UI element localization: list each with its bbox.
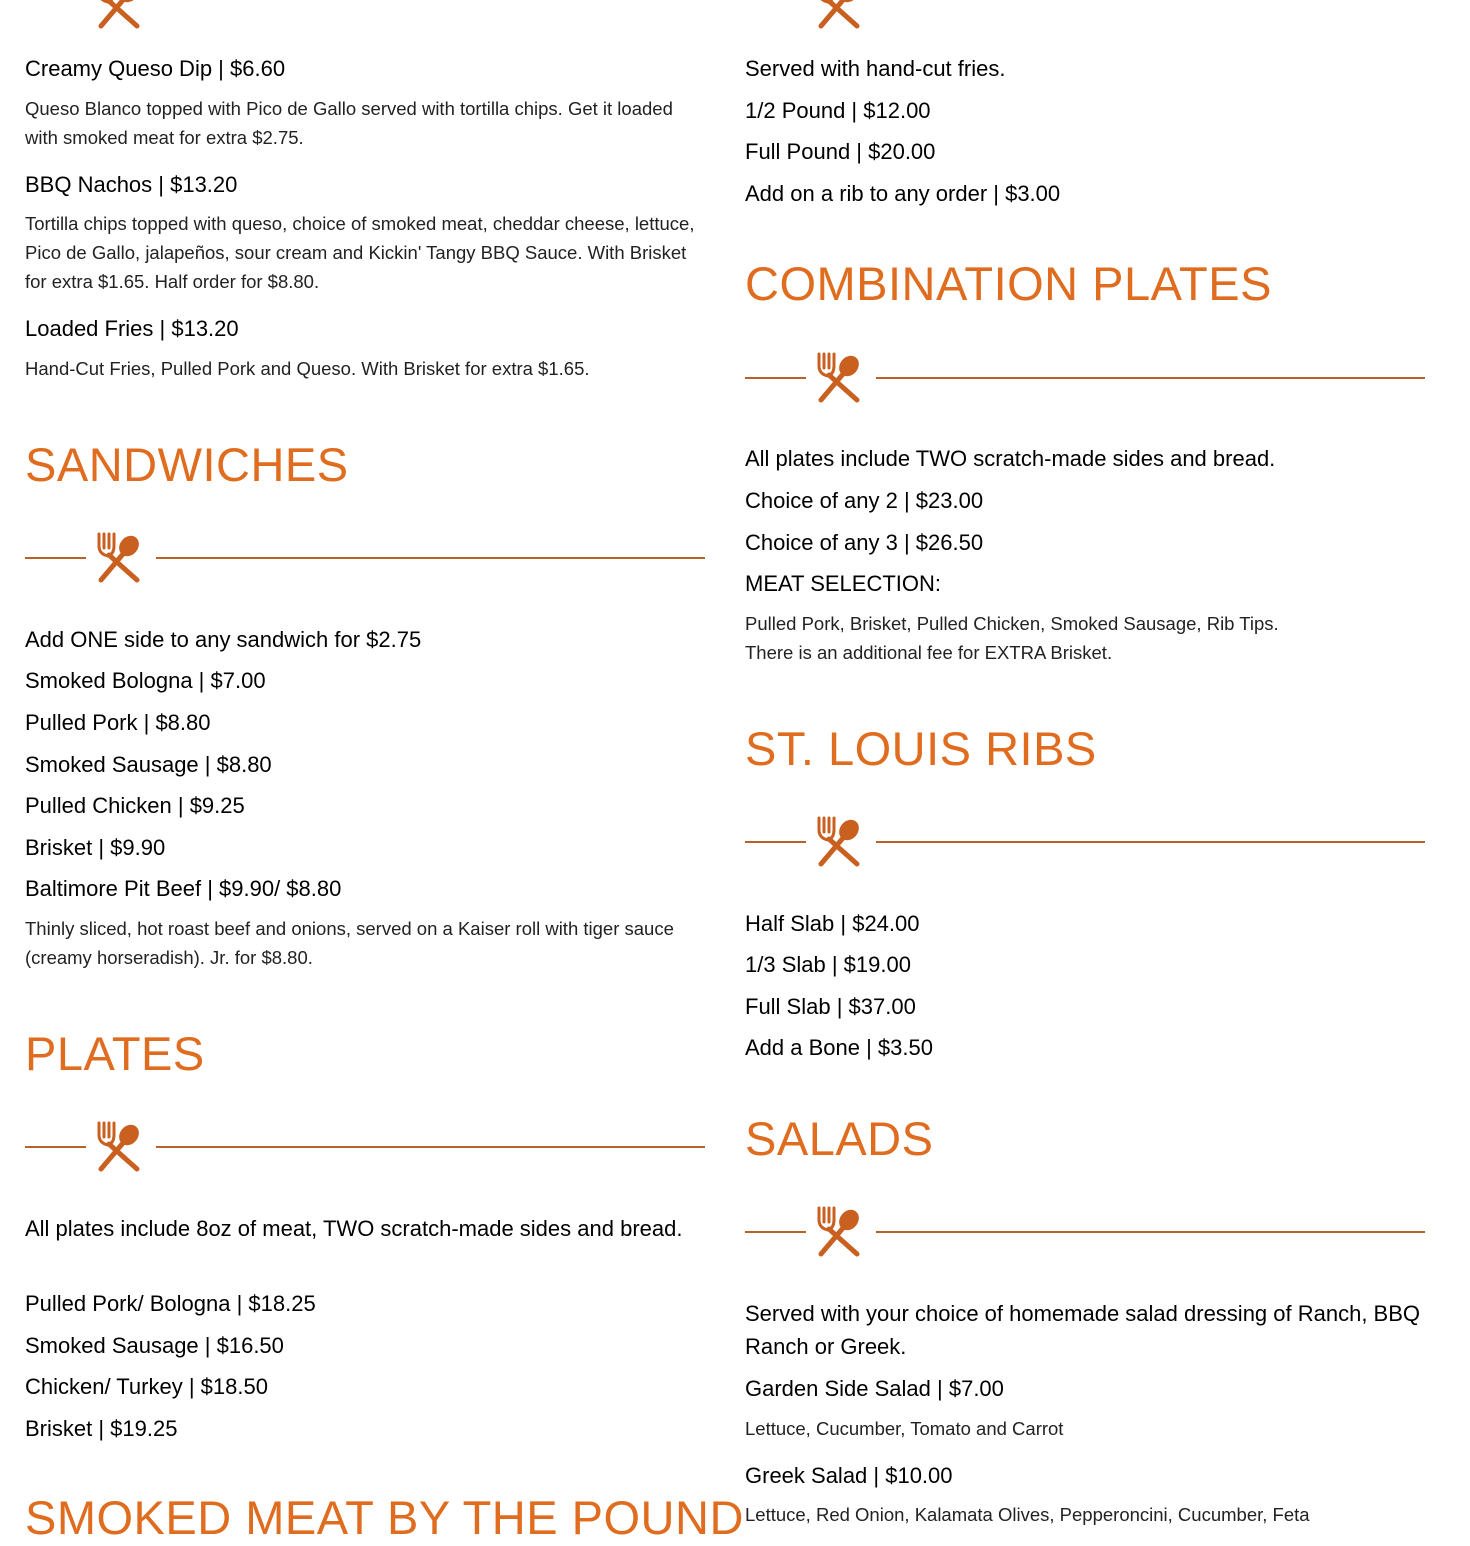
- fork-spoon-icon: [95, 1121, 145, 1173]
- fork-spoon-icon: [815, 816, 865, 868]
- menu-item: Loaded Fries | $13.20: [25, 316, 239, 341]
- menu-item: Smoked Bologna | $7.00: [25, 668, 266, 693]
- item-description: Queso Blanco topped with Pico de Gallo served with tortilla chips. Get it loaded with smoked meat for extra $2.75.: [25, 98, 673, 148]
- section-note: Served with your choice of homemade salad dressing of Ranch, BBQ Ranch or Greek.: [745, 1301, 1421, 1359]
- section-divider: [25, 532, 705, 584]
- section-note: All plates include 8oz of meat, TWO scratch-made sides and bread.: [25, 1216, 683, 1241]
- menu-item: Half Slab | $24.00: [745, 911, 920, 936]
- menu-item: Smoked Sausage | $16.50: [25, 1333, 284, 1358]
- section-divider: [745, 1206, 1425, 1258]
- menu-item: Choice of any 2 | $23.00: [745, 488, 984, 513]
- item-description: There is an additional fee for EXTRA Brisket.: [745, 642, 1113, 663]
- section-heading-salads: SALADS: [745, 1112, 934, 1165]
- menu-item: Brisket | $9.90: [25, 835, 166, 860]
- fork-spoon-icon: [815, 1206, 865, 1258]
- section-heading-sandwiches: SANDWICHES: [25, 438, 349, 491]
- menu-item: Brisket | $19.25: [25, 1416, 178, 1441]
- menu-item: Choice of any 3 | $26.50: [745, 530, 984, 555]
- item-description: Lettuce, Red Onion, Kalamata Olives, Pepperoncini, Cucumber, Feta: [745, 1504, 1310, 1525]
- section-heading-smoked-meat: SMOKED MEAT BY THE POUND: [25, 1491, 744, 1544]
- section-note: All plates include TWO scratch-made sides and bread.: [745, 446, 1276, 471]
- menu-item: Pulled Pork | $8.80: [25, 710, 211, 735]
- menu-item: BBQ Nachos | $13.20: [25, 172, 238, 197]
- menu-item: Pulled Chicken | $9.25: [25, 793, 245, 818]
- section-divider: [745, 352, 1425, 404]
- menu-item: 1/2 Pound | $12.00: [745, 98, 931, 123]
- fork-spoon-icon: [95, 0, 145, 30]
- item-description: Lettuce, Cucumber, Tomato and Carrot: [745, 1418, 1064, 1439]
- menu-item: Pulled Pork/ Bologna | $18.25: [25, 1291, 316, 1316]
- item-description: Tortilla chips topped with queso, choice of smoked meat, cheddar cheese, lettuce, Pico de Gallo, jalapeños, sour cream and Kickin' Tangy BBQ Sauce. With Brisket for extra $1.65. Half order for $8.80.: [25, 213, 695, 292]
- menu-item: Baltimore Pit Beef | $9.90/ $8.80: [25, 876, 342, 901]
- menu-item: Add a Bone | $3.50: [745, 1035, 933, 1060]
- section-heading-combination-plates: COMBINATION PLATES: [745, 257, 1272, 310]
- fork-spoon-icon: [95, 532, 145, 584]
- menu-item: Chicken/ Turkey | $18.50: [25, 1374, 268, 1399]
- section-note: Add ONE side to any sandwich for $2.75: [25, 627, 422, 652]
- section-heading-st-louis-ribs: ST. LOUIS RIBS: [745, 722, 1097, 775]
- menu-item: Full Slab | $37.00: [745, 994, 916, 1019]
- menu-item: MEAT SELECTION:: [745, 571, 942, 596]
- menu-item: Full Pound | $20.00: [745, 139, 936, 164]
- fork-spoon-icon: [815, 0, 865, 30]
- section-divider: [25, 1121, 705, 1173]
- item-description: Thinly sliced, hot roast beef and onions, served on a Kaiser roll with tiger sauce (creamy horseradish). Jr. for $8.80.: [25, 918, 674, 968]
- section-note: Served with hand-cut fries.: [745, 56, 1006, 81]
- fork-spoon-icon: [815, 352, 865, 404]
- item-description: Hand-Cut Fries, Pulled Pork and Queso. With Brisket for extra $1.65.: [25, 358, 590, 379]
- menu-item: Greek Salad | $10.00: [745, 1463, 953, 1488]
- menu-item: Garden Side Salad | $7.00: [745, 1376, 1004, 1401]
- menu-item: Add on a rib to any order | $3.00: [745, 181, 1061, 206]
- menu-item: Smoked Sausage | $8.80: [25, 752, 272, 777]
- section-divider: [745, 816, 1425, 868]
- menu-item: Creamy Queso Dip | $6.60: [25, 56, 286, 81]
- item-description: Pulled Pork, Brisket, Pulled Chicken, Smoked Sausage, Rib Tips.: [745, 613, 1279, 634]
- menu-item: 1/3 Slab | $19.00: [745, 952, 911, 977]
- section-heading-plates: PLATES: [25, 1027, 205, 1080]
